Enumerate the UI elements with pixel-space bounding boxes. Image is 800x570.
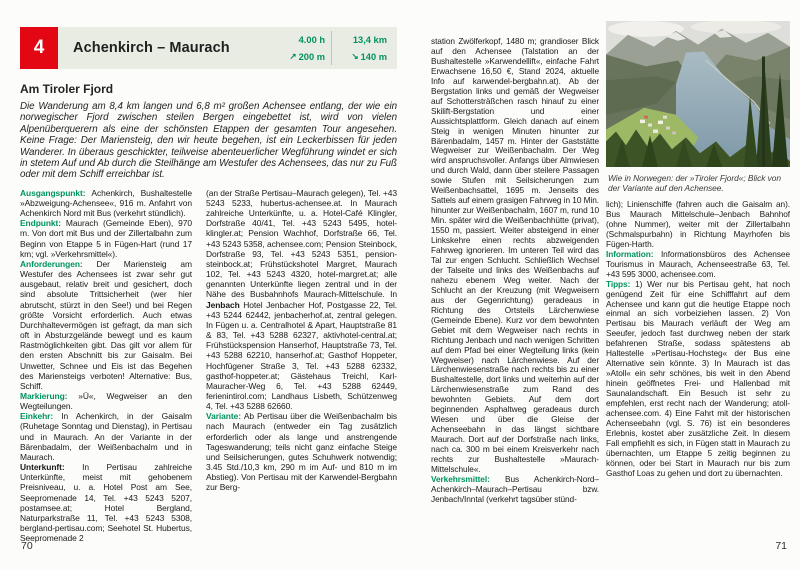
page-right [431, 14, 790, 544]
paragraph: Einkehr: In Achenkirch, in der Gaisalm (Ruhetage Sonntag und Dienstag), in Pertisau und in Maurach. An der Variante in der Bärenbadalm, der Weißenbachalm und in Maurach. [20, 411, 192, 462]
paragraph: (an der Straße Pertisau–Maurach gelegen), Tel. +43 5243 5233, hubertus-achensee.at. In Maurach zahlreiche Unterkünfte, u. a. Hotel-Café Klingler, Dorfstraße 40/41, Tel. +43 5243 5495, hotel-klingler.at; Pension Wachhof, Dorfstraße 66, Tel. +43 5243 5358, achensee.com; Pension Steinbock, Dorfstraße 93, Tel. +43 5243 5351, pension-steinbock.at; Frühstückshotel Margret, Maurach 102, Tel. +43 5243 4320, hotel-margret.at; alle genannten Unterkünfte liegen zentral und in der Nähe des Busbahnhofs Maurach-Mittelschule. In Jenbach Hotel Jenbacher Hof, Postgasse 22, Tel. +43 5244 62442, jenbacherhof.at, zentral gelegen. In Fügen u. a. Centralhotel & Apart, Hauptstraße 81 & 83, Tel. +43 5288 62327, aktivhotel-central.at; Frühstückspension Hanserhof, Hauptstraße 73, Tel. +43 5288 62210, hanserhof.at; Gasthof Hoppeter, Hochfügener Straße 3, Tel. +43 5288 62332, gasthof-hoppeter.at; Gästehaus Treichl, Karl-Mauracher-Weg 6, Tel. +43 5288 62449, ferienintirol.com; Landhaus Lisbeth, Schützenweg 4, Tel. +43 5288 62660. [206, 187, 397, 412]
page-left [20, 14, 397, 544]
paragraph: Anforderungen: Der Mariensteig am Westufer des Achensees ist zwar sehr gut ausgebaut, relativ breit und gesichert, doch sind absolute Trittsicherheit (wer hier abrutscht, stürzt in den See!) und bei Regen größte Vorsicht erforderlich. Auch etwas Durchhaltevermögen ist gefragt, da man sich oft in Absturzgelände bewegt und es kaum Rastmöglichkeiten gibt. Das gilt vor allem für den ersten Abschnitt bis zur Gaisalm. Bei Unwetter, Schnee und Eis ist das Begehen des Mariensteigs verboten! Alternative: Bus, Schiff. [20, 258, 192, 391]
stat-duration: 4.00 h [271, 31, 332, 48]
photo-caption: Wie in Norwegen: der »Tiroler Fjord«; Blick von der Variante auf den Achensee. [608, 173, 781, 193]
right-page-columns [431, 21, 790, 550]
right-column-2-text [606, 200, 790, 479]
paragraph: Information: Informationsbüros des Achensee Tourismus in Maurach, Achenseestraße 63, Tel. +43 595 3000, achensee.com. [606, 248, 790, 279]
descent-arrow-icon: ↘ [351, 51, 359, 61]
paragraph: station Zwölferkopf, 1480 m; grandioser Blick auf den Achensee (Talstation an der Bushaltestelle »Karwendellift«, einfache Fahrt Erwachsene 16,50 €, Stand 2024, aktuelle Info auf karwendel-bergbahn.at). Ab der Bergstation links und gemäß der Wegweiser auf Schottersträßchen rasch hinauf zu einer Skilift-Bergstation und einer Aussichtsplattform. Gleich danach auf einem Steig in wenigen Minuten hinunter zur Bärenbadalm, 1457 m. Hinter der Gaststätte Wegweiser zur Weißenbachalm. Der Weg wird anspruchsvoller. Anfangs über Almwiesen und durch Wald, dann über steilere Passagen sowie Stufen mit Seilsicherungen zum Weißenbachsattel, 1695 m. Jenseits des Sattels auf einem grasigen Fahrweg in 10 Min. hinunter zur Weißenbachalm, 1607 m, rund 10 Min. später wird die Weißenbachhütte (privat), 1550 m, passiert. Weiter absteigend in einer Linkskehre einen rechts abzweigenden Fahrweg ignorieren. Im unteren Teil wird das Tal zur engen Schlucht. Schließlich Wechsel der Talseite und links des Weißenbachs auf nahezu ebenem Weg weiter. Nach der Schlucht an der Kreuzung (mit Wegweisern aus der Gegenrichtung) geradeaus in Richtung des Ortsteils Lärchenwiese (Gemeinde Ebene). Kurz vor dem bewohnten Gebiet mit dem Wegweiser nach rechts in Richtung Jenbach und nach wenigen Schritten auf dem Pfad bei einer Wegteilung links (kein Wegweiser) nach Lärchenwiese. Auf der Lärchenwiesenstraße nach rechts bis zu einer Bushaltestelle, dort links und weiterhin auf der Lärchenwiesenstraße zum Rand des bewohnten Gebiets. Auf dem dort beginnenden Asphaltweg geradeaus durch Wiesen und über die Gleise der Achenseebahn in das längst sichtbare Maurach. Dort auf der Dorfstraße nach links, nach ca. 300 m bei einem Kreisverkehr nach rechts zur Bushaltestelle »Maurach-Mittelschule«. [431, 36, 599, 474]
paragraph: Endpunkt: Maurach (Gemeinde Eben), 970 m. Von dort mit Bus und der Zillertalbahn zum Beginn von Etappe 5 in Fügen-Hart (rund 17 km; vgl. »Verkehrsmittel«). [20, 218, 192, 259]
stat-descent: ↘ 140 m [351, 51, 387, 62]
page-number-right: 71 [775, 540, 787, 552]
paragraph: Markierung: »Ü«, Wegweiser an den Wegteilungen. [20, 390, 192, 412]
right-column-1 [431, 21, 599, 550]
left-column-1 [20, 188, 192, 546]
route-title: Achenkirch – Maurach [73, 40, 230, 56]
page-number-left: 70 [21, 540, 33, 552]
stat-distance: 13,4 km [352, 34, 387, 45]
paragraph: Verkehrsmittel: Bus Achenkirch-Nord–Achenkirch–Maurach–Pertisau bzw. Jenbach/Inntal (verkehrt tagsüber stünd- [431, 473, 599, 504]
paragraph: lich); Linienschiffe (fahren auch die Gaisalm an). Bus Maurach Mittelschule–Jenbach Bahnhof (ohne Nummer), weiter mit der Zillertalbahn (Schmalspurbahn) in Richtung Mayrhofen bis Fügen-Harth. [606, 199, 790, 249]
left-column-2 [206, 188, 397, 546]
stat-ascent: ↗ 200 m [271, 48, 332, 65]
paragraph: Variante: Ab Pertisau über die Weißenbachalm bis nach Maurach (entweder ein Tag zusätzlich erforderlich oder als lange und anstrengende Tageswanderung; teils nicht ganz einfache Steige und Seilsicherungen, gutes Schuhwerk notwendig; 3.45 Std./10,3 km, 290 m im Auf- und 810 m im Abstieg). Von Pertisau mit der Karwendel-Bergbahn zur Berg- [206, 411, 397, 493]
paragraph: Ausgangspunkt: Achenkirch, Bushaltestelle »Abzweigung-Achensee«, 916 m. Anfahrt von Achenkirch Nord mit Bus (verkehrt stündlich). [20, 187, 192, 219]
stage-number-badge: 4 [20, 27, 58, 69]
section-heading: Am Tiroler Fjord [20, 82, 114, 96]
paragraph: Unterkunft: In Pertisau zahlreiche Unterkünfte, meist mit gehobenem Preisniveau, u. a. Hotel Post am See, Seepromenade 14, Tel. +43 5243 5207, postamsee.at; Hotel Bergland, Naturparkstraße 11, Tel. +43 5243 5308, bergland-pertisau.com; Seehotel St. Hubertus, Seepromenade 2 [20, 462, 192, 544]
left-page-columns [20, 188, 397, 546]
intro-paragraph: Die Wanderung am 8,4 km langen und 6,8 m² großen Achensee entlang, der wie ein norwegischer Fjord zwischen steilen Bergen eingebettet ist, wird von vielen Alpenüberquerern als eine der schönsten Etappen der gesamten Tour angesehen. Keine Frage: Der Mariensteig, den wir heute begehen, ist ein Leckerbissen für jeden Wanderer. In überaus geschickter, teilweise abenteuerlicher Wegführung windet er sich in stetem Auf und Ab durch die Steilhänge am Westufer des Achensees, das nur zu Fuß oder mit dem Schiff erreichbar ist. [20, 101, 397, 181]
right-column-2 [606, 21, 790, 550]
ascent-arrow-icon: ↗ [289, 51, 297, 61]
achensee-photo [606, 21, 790, 167]
paragraph: Tipps: 1) Wer nur bis Pertisau geht, hat noch genügend Zeit für eine Schifffahrt auf dem Achensee und kann gut die heutige Etappe noch einmal an sich vorbeiziehen lassen. 2) Von Pertisau bis Maurach verläuft der Weg am Seeufer, jedoch fast durchweg neben der stark befahrenen Straße, sodass spätestens ab Haltestelle »Pertisau-Hochsteg« der Bus eine Alternative sein könnte. 3) In Maurach ist das »Atoll« ein sehr schönes, bis weit in den Abend hinein geöffnetes Frei- und Hallenbad mit Saunalandschaft. Ein Besuch ist sehr zu empfehlen, erst recht nach der Wanderung; atoll-achensee.com. 4) Eine Fahrt mit der historischen Achenseebahn (vgl. S. 76) ist ein besonderes Erlebnis, kostet aber zusätzliche Zeit. In diesem Fall empfiehlt es sich, in Fügen statt in Maurach zu übernachten, um Etappe 5 zeitig beginnen zu können, oder bei Start in Maurach nur bis zum Gasthof Loas zu gehen und dort zu übernachten. [606, 278, 790, 478]
